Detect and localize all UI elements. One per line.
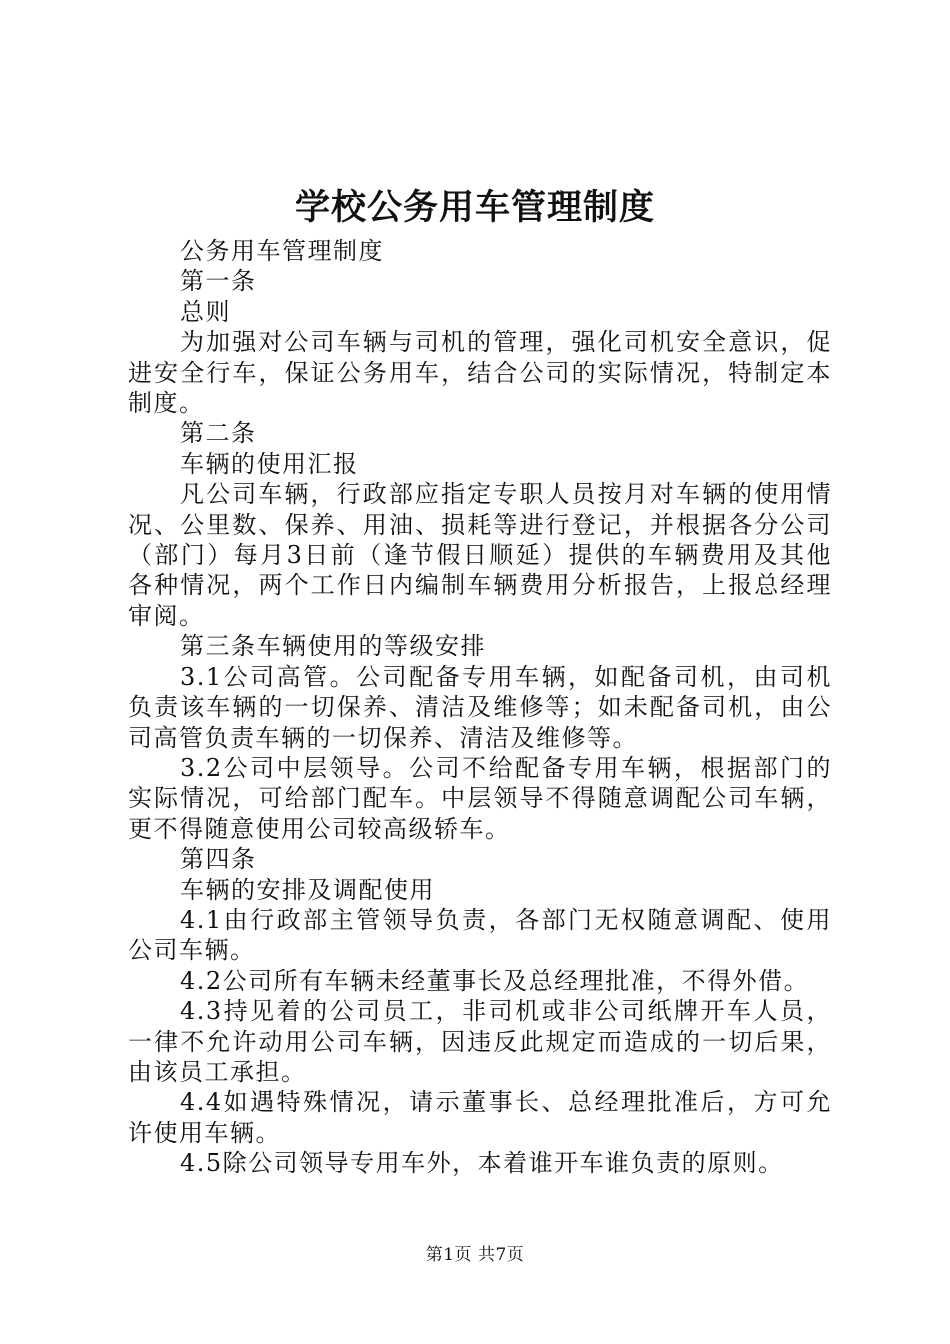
article-subheading: 车辆的安排及调配使用: [180, 875, 435, 904]
paragraph: 公务用车管理制度: [180, 237, 384, 265]
paragraph: 凡公司车辆，行政部应指定专职人员按月对车辆的使用情况、公里数、保养、用油、损耗等进行登记，并根据各分公司（部门）每月3日前（逢节假日顺延）提供的车辆费用及其他各种情况，两个工作日内编制车辆费用分析报告，上报总经理审阅。: [128, 480, 832, 630]
article-heading: 第一条: [180, 267, 257, 296]
paragraph: 为加强对公司车辆与司机的管理，强化司机安全意识，促进安全行车，保证公务用车，结合公司的实际情况，特制定本制度。: [128, 328, 832, 418]
article-heading: 第二条: [180, 419, 257, 448]
article-subheading: 总则: [180, 297, 231, 326]
paragraph: 4.2公司所有车辆未经董事长及总经理批准，不得外借。: [180, 966, 810, 995]
document-title: 学校公务用车管理制度: [294, 187, 655, 228]
article-heading: 第四条: [180, 845, 257, 874]
paragraph: 4.5除公司领导专用车外，本着谁开车谁负责的原则。: [180, 1149, 784, 1178]
page-footer: 第1页 共7页: [425, 1245, 525, 1265]
document-body: [128, 236, 832, 1179]
article-subheading: 车辆的使用汇报: [180, 449, 359, 478]
paragraph: 3.1公司高管。公司配备专用车辆，如配备司机，由司机负责该车辆的一切保养、清洁及维修等；如未配备司机，由公司高管负责车辆的一切保养、清洁及维修等。: [128, 662, 832, 752]
paragraph: 4.4如遇特殊情况，请示董事长、总经理批准后，方可允许使用车辆。: [128, 1088, 832, 1147]
article-heading: 第三条车辆使用的等级安排: [180, 632, 486, 661]
paragraph: 4.3持见着的公司员工，非司机或非公司纸牌开车人员，一律不允许动用公司车辆，因违反此规定而造成的一切后果，由该员工承担。: [128, 997, 832, 1086]
paragraph: 4.1由行政部主管领导负责，各部门无权随意调配、使用公司车辆。: [128, 905, 832, 965]
paragraph: 3.2公司中层领导。公司不给配备专用车辆，根据部门的实际情况，可给部门配车。中层领导不得随意调配公司车辆，更不得随意使用公司较高级轿车。: [128, 753, 832, 843]
